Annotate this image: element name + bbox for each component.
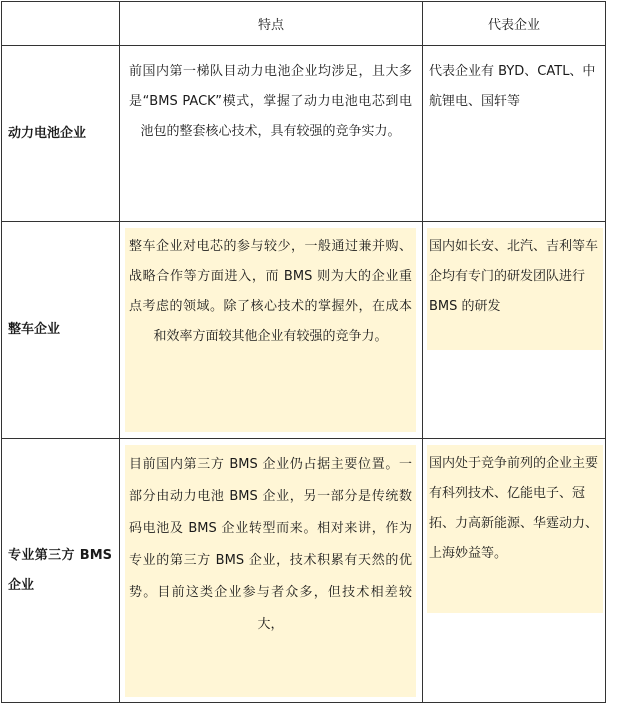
table-grid <box>1 1 606 703</box>
features-cell <box>125 228 416 432</box>
representatives-cell <box>427 445 603 613</box>
features-text: 前国内第一梯队目动力电池企业均涉足，且大多是“BMS PACK”模式，掌握了动力电池电芯到电池包的整套核心技术，具有较强的竞争实力。 <box>129 64 412 139</box>
representatives-text: 国内处于竞争前列的企业主要有科列技术、亿能电子、冠拓、力高新能源、华霆动力、上海妙益等。 <box>429 456 599 561</box>
header-representatives: 代表企业 <box>487 17 540 33</box>
column-divider-2 <box>422 1 423 703</box>
representatives-text: 代表企业有 BYD、CATL、中航锂电、国轩等 <box>429 64 596 109</box>
features-cell <box>125 53 416 211</box>
row-label-text: 动力电池企业 <box>8 125 87 141</box>
features-text: 目前国内第三方 BMS 企业仍占据主要位置。一部分由动力电池 BMS 企业，另一部分是传统数码电池及 BMS 企业转型而来。相对来讲，作为专业的第三方 BMS 企业，技术积累有天然的优势。目前这类企业参与者众多，但技术相差较大， <box>129 457 412 632</box>
representatives-cell <box>427 228 603 350</box>
table-border-bottom <box>1 702 606 703</box>
representatives-text: 国内如长安、北汽、吉利等车企均有专门的研发团队进行 BMS 的研发 <box>429 239 599 314</box>
representatives-cell <box>427 53 603 133</box>
row-label-text: 整车企业 <box>8 322 61 337</box>
row-label-battery-makers <box>1 46 119 221</box>
table-border-right <box>605 1 606 703</box>
header-features: 特点 <box>257 17 284 33</box>
row-label-automakers <box>1 222 119 438</box>
features-cell <box>125 445 416 697</box>
column-divider-1 <box>119 1 120 703</box>
row-label-third-party <box>1 439 119 702</box>
row-label-text: 专业第三方 BMS企业 <box>8 547 112 593</box>
features-text: 整车企业对电芯的参与较少，一般通过兼并购、战略合作等方面进入，而 BMS 则为大的企业重点考虑的领域。除了核心技术的掌握外，在成本和效率方面较其他企业有较强的竞争力。 <box>129 239 412 344</box>
